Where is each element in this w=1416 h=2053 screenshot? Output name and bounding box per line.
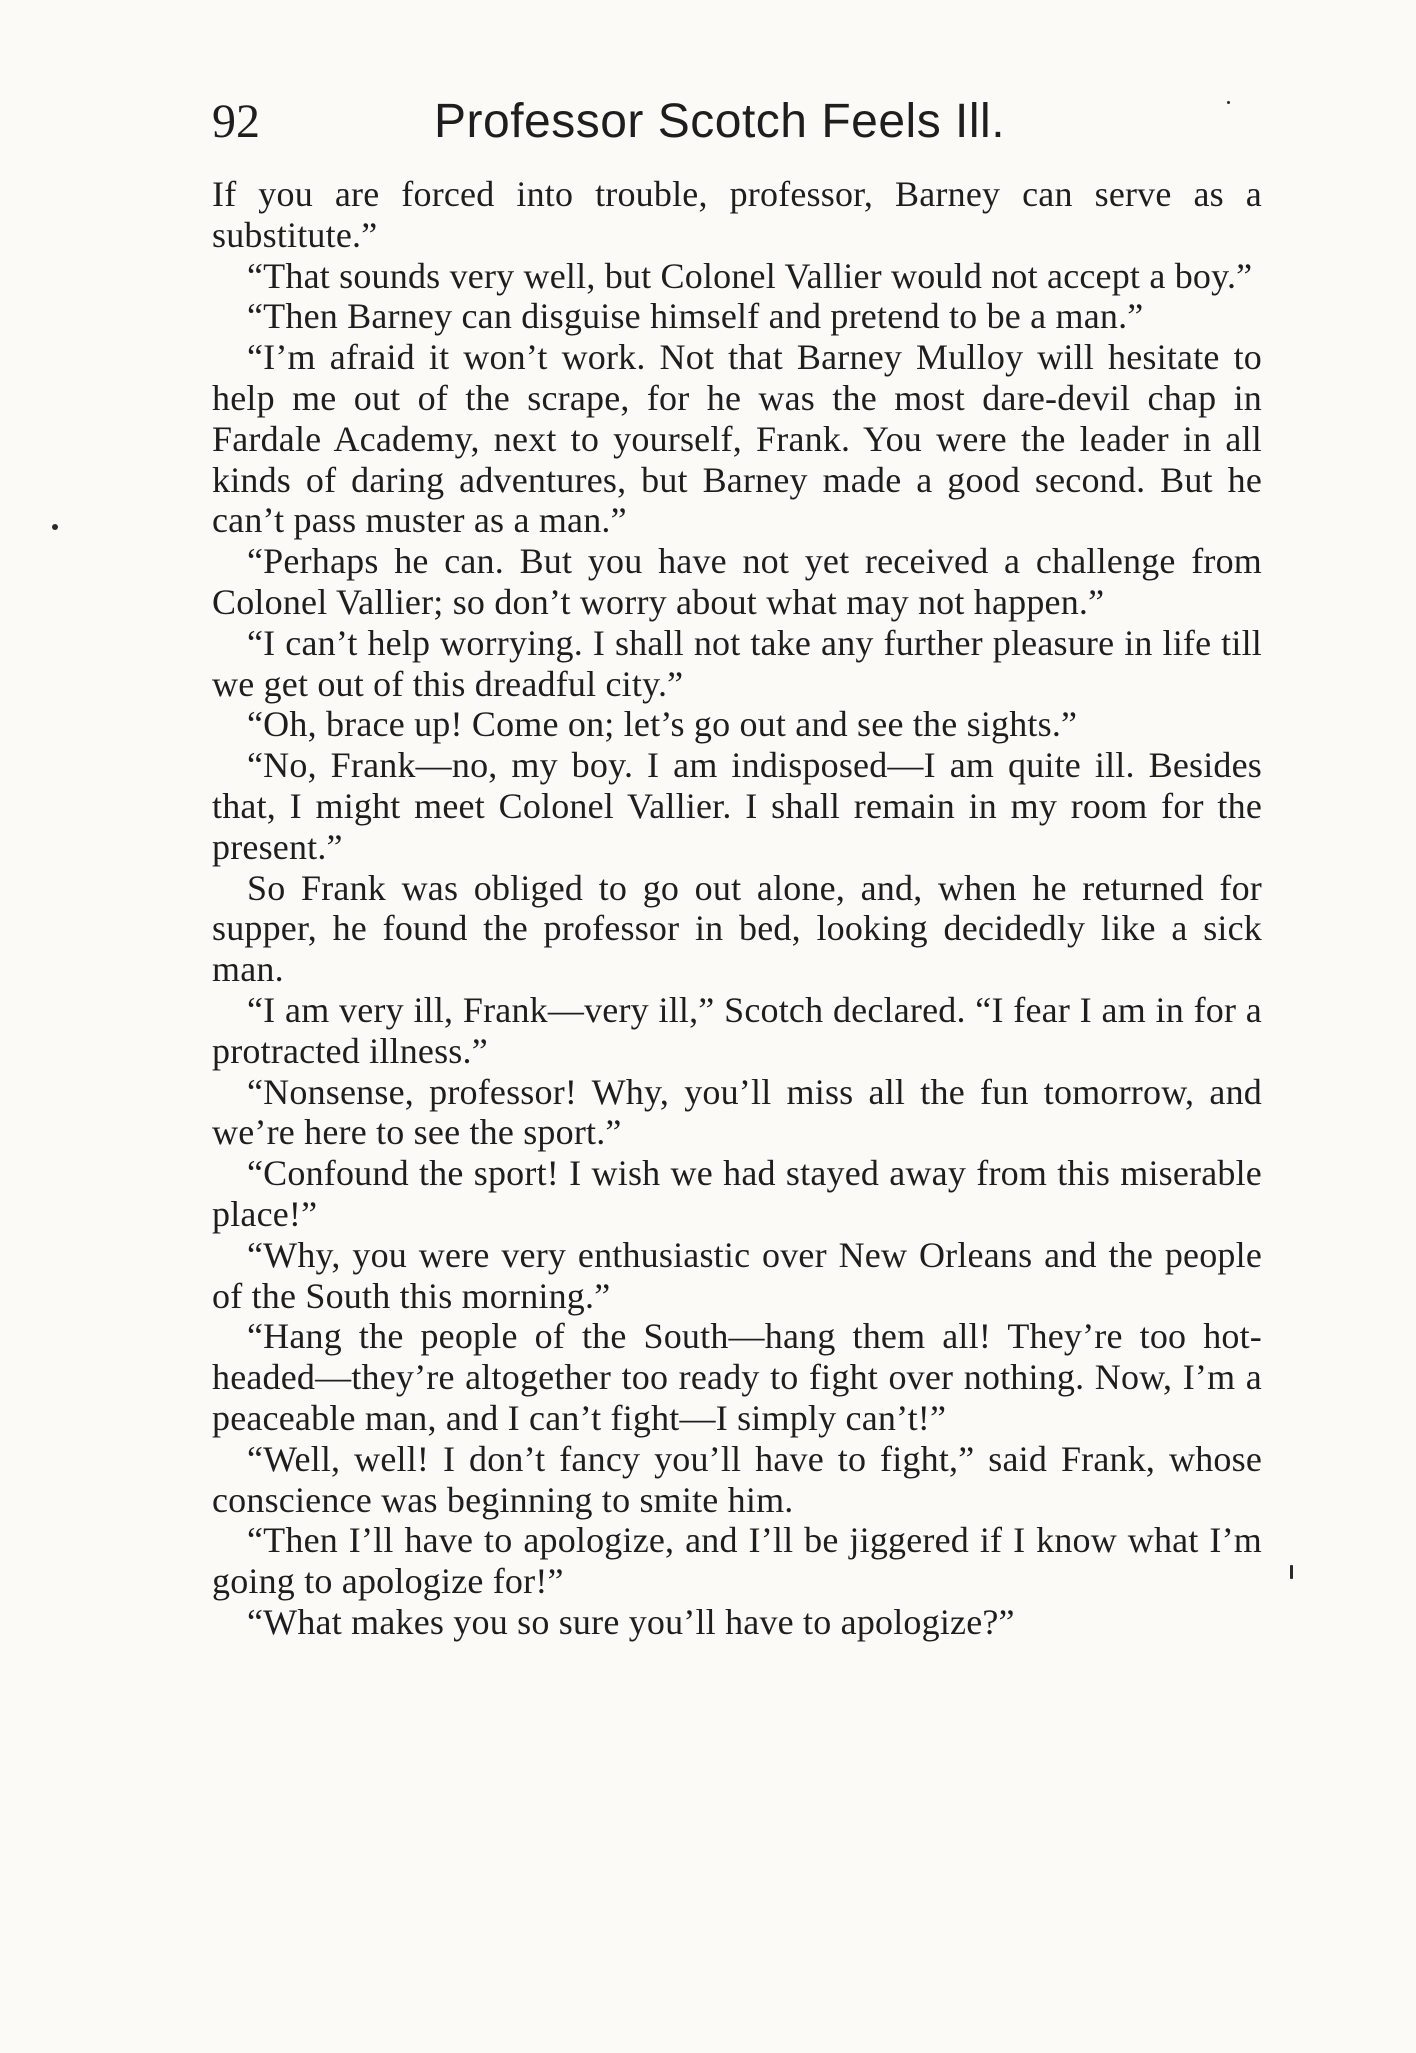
paragraph: “No, Frank—no, my boy. I am indisposed—I am quite ill. Besides that, I might meet Colonel Vallier. I shall remain in my room for the present.” bbox=[212, 745, 1262, 867]
paragraph: “Then I’ll have to apologize, and I’ll be jiggered if I know what I’m going to apologize for!” bbox=[212, 1520, 1262, 1602]
paragraph: “Perhaps he can. But you have not yet received a challenge from Colonel Vallier; so don’t worry about what may not happen.” bbox=[212, 541, 1262, 622]
paragraph: “I can’t help worrying. I shall not take any further pleasure in life till we get out of this dreadful city.” bbox=[212, 622, 1262, 704]
paragraph: “I’m afraid it won’t work. Not that Barney Mulloy will hesitate to help me out of the scrape, for he was the most dare-devil chap in Fardale Academy, next to yourself, Frank. You were the leader in all kinds of daring adventures, but Barney made a good second. But he can’t pass muster as a man.” bbox=[212, 337, 1262, 541]
paragraph: “Why, you were very enthusiastic over New Orleans and the people of the South this morning.” bbox=[212, 1234, 1262, 1316]
scan-speck bbox=[52, 524, 58, 530]
paragraph: “What makes you so sure you’ll have to apologize?” bbox=[247, 1601, 1015, 1642]
paragraph: If you are forced into trouble, professor, Barney can serve as a substitute.” bbox=[212, 174, 1262, 255]
scan-speck bbox=[1227, 101, 1230, 104]
running-title: Professor Scotch Feels Ill. bbox=[434, 95, 1006, 148]
paragraph: “Hang the people of the South—hang them all! They’re too hot-headed—they’re altogether too ready to fight over nothing. Now, I’m a peaceable man, and I can’t fight—I simply can’t!” bbox=[212, 1316, 1262, 1438]
scan-speck bbox=[1290, 1565, 1293, 1579]
paragraph: “Then Barney can disguise himself and pretend to be a man.” bbox=[247, 296, 1144, 337]
body-text bbox=[212, 174, 1262, 1643]
paragraph: “Confound the sport! I wish we had stayed away from this miserable place!” bbox=[212, 1153, 1262, 1234]
paragraph: “Oh, brace up! Come on; let’s go out and see the sights.” bbox=[247, 704, 1078, 745]
paragraph: So Frank was obliged to go out alone, and, when he returned for supper, he found the professor in bed, looking decidedly like a sick man. bbox=[212, 867, 1262, 990]
paragraph: “Nonsense, professor! Why, you’ll miss all the fun tomorrow, and we’re here to see the sport.” bbox=[212, 1071, 1262, 1153]
page-number: 92 bbox=[212, 95, 260, 148]
book-page bbox=[212, 90, 1262, 1643]
paragraph: “That sounds very well, but Colonel Vallier would not accept a boy.” bbox=[247, 255, 1253, 296]
paragraph: “I am very ill, Frank—very ill,” Scotch declared. “I fear I am in for a protracted illness.” bbox=[212, 989, 1262, 1071]
paragraph: “Well, well! I don’t fancy you’ll have to fight,” said Frank, whose conscience was beginning to smite him. bbox=[212, 1438, 1262, 1520]
running-head bbox=[212, 90, 1262, 154]
